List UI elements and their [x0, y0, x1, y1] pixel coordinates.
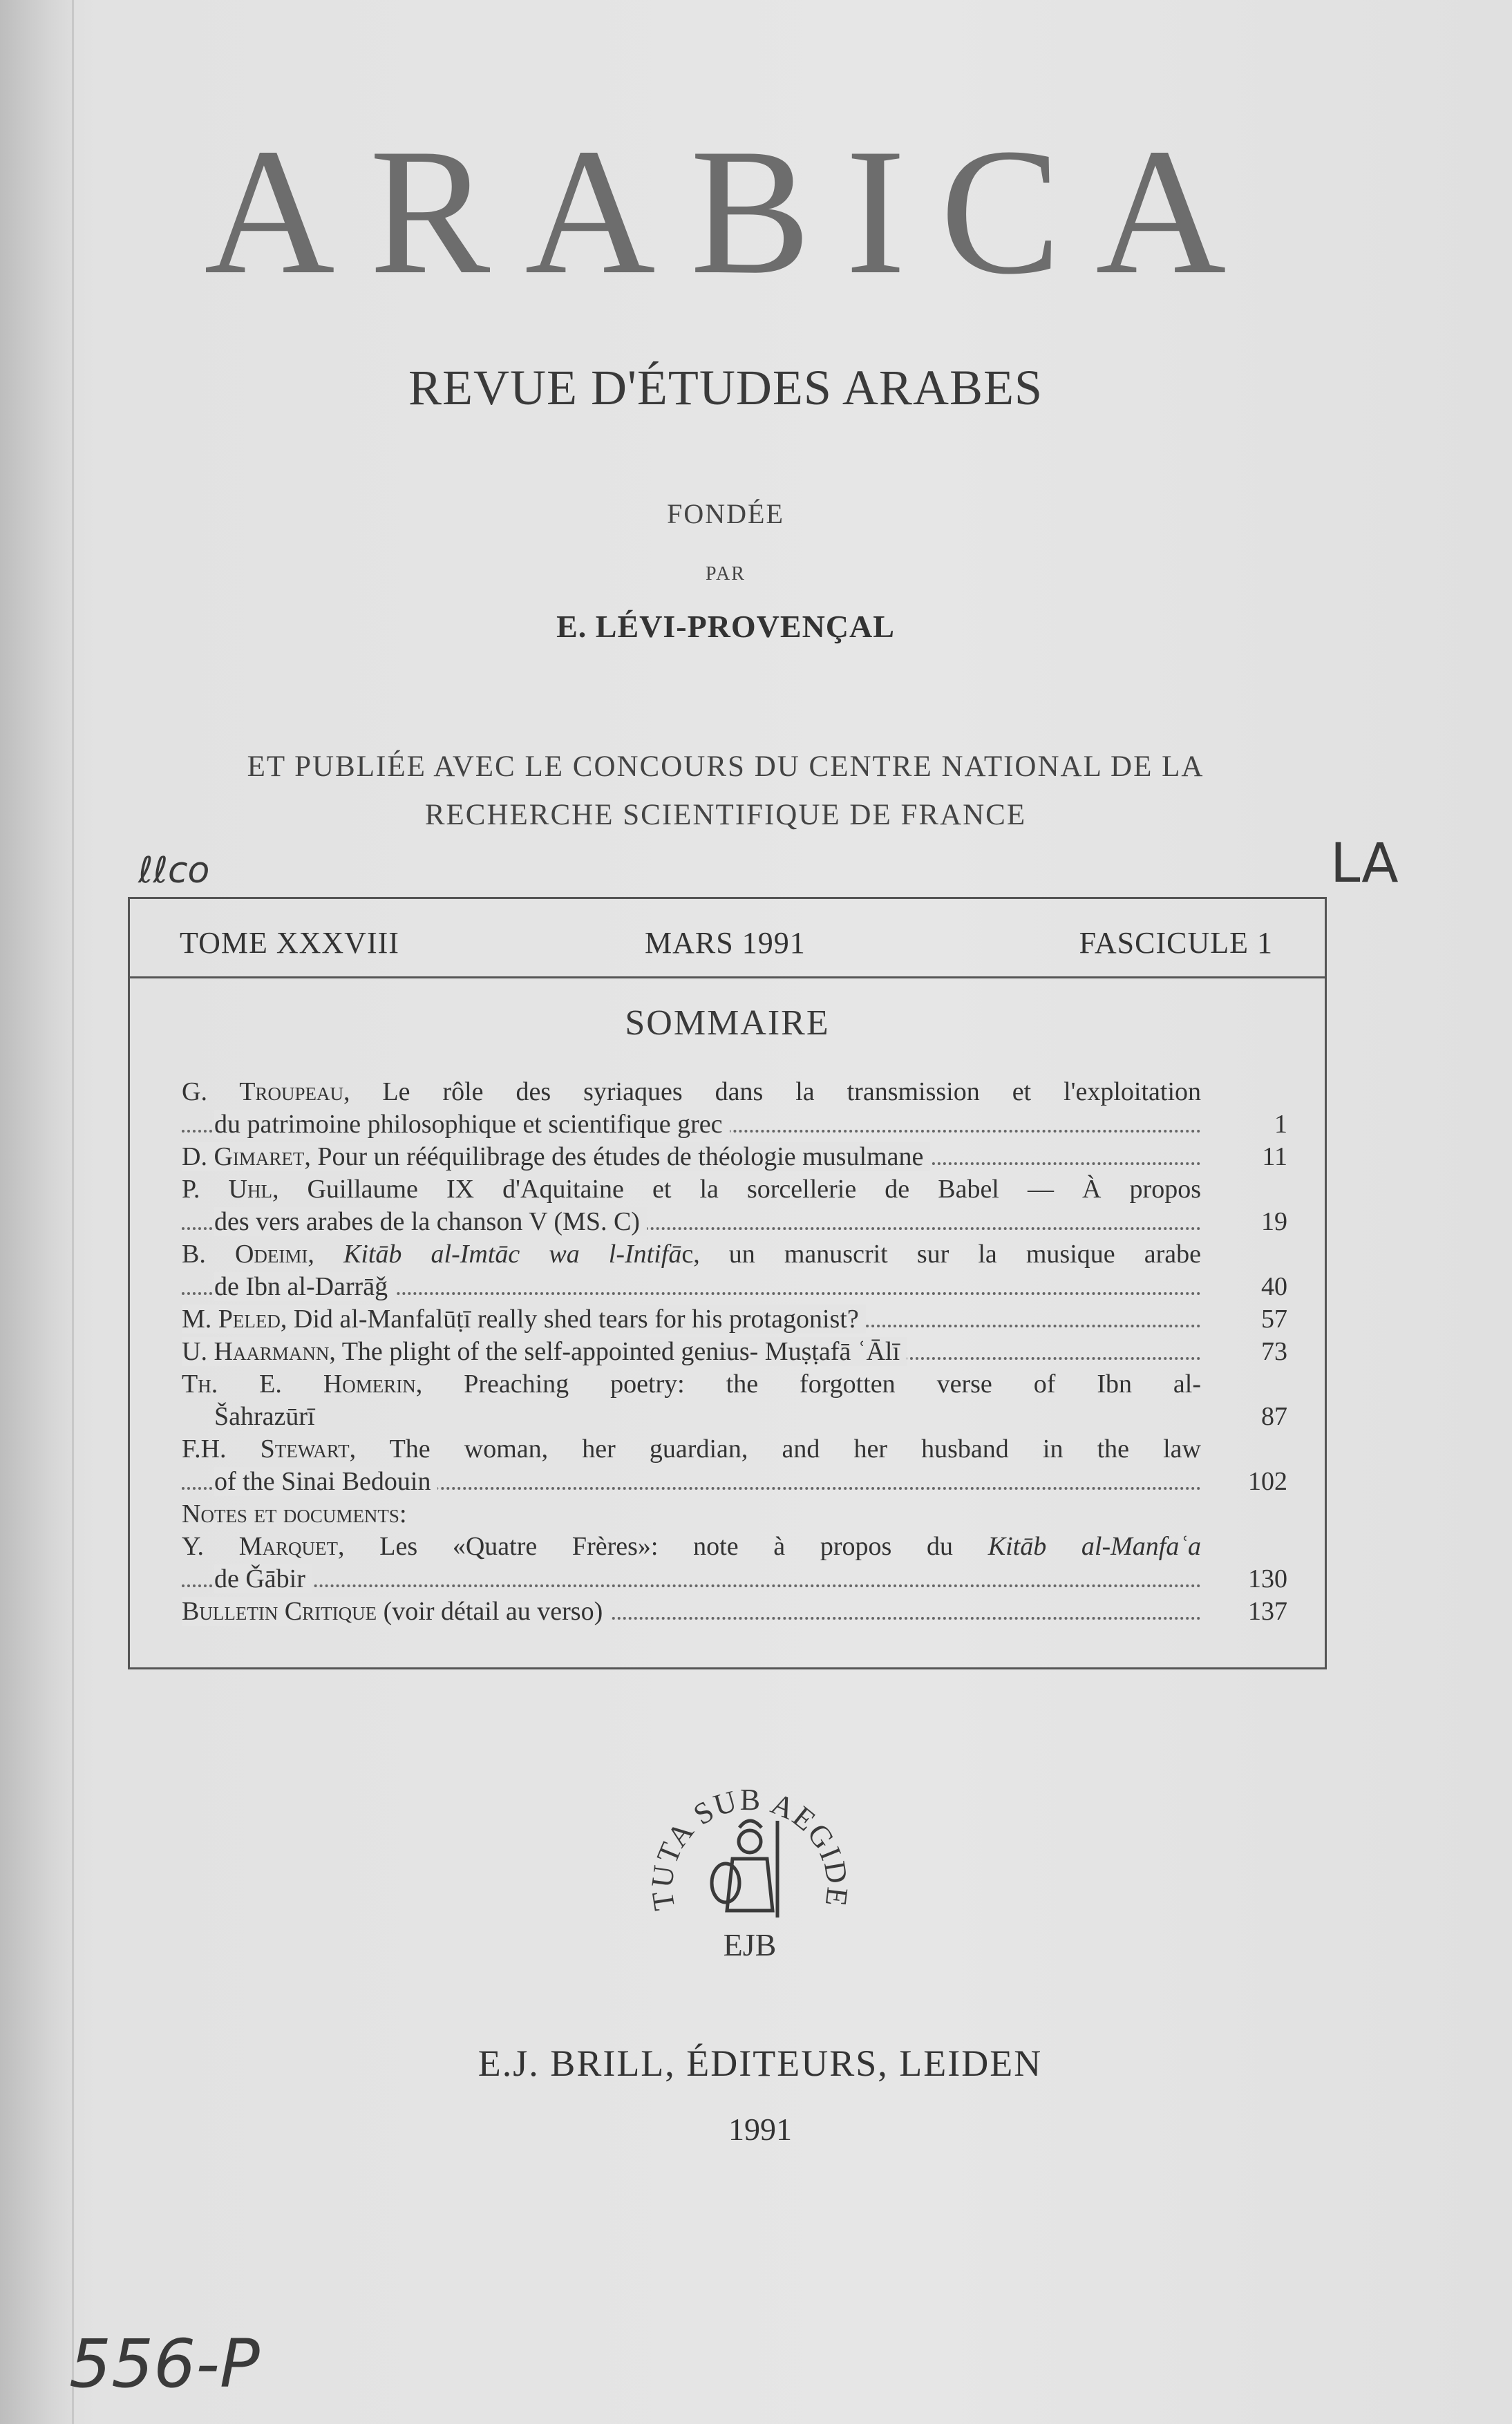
- publisher-emblem: [636, 1759, 864, 1987]
- handwritten-mark-right: LA: [1330, 833, 1399, 895]
- toc-page-number: 137: [1248, 1597, 1287, 1626]
- toc-entry-line: du patrimoine philosophique et scientifique grec: [182, 1108, 1201, 1141]
- founder-name: E. LÉVI-PROVENÇAL: [556, 609, 895, 644]
- toc-entry[interactable]: [182, 1141, 1287, 1173]
- notes-section-heading: Notes et documents:: [182, 1499, 407, 1528]
- binding-edge: [72, 0, 74, 2424]
- toc-entry-line: F.H. Stewart, The woman, her guardian, and her husband in the law: [182, 1434, 1201, 1464]
- toc-entry[interactable]: [182, 1173, 1287, 1238]
- toc-entry-line: G. Troupeau, Le rôle des syriaques dans la transmission et l'exploitation: [182, 1077, 1202, 1106]
- toc-entry[interactable]: [182, 1336, 1287, 1368]
- toc-entry-line: Y. Marquet, Les «Quatre Frères»: note à propos du Kitāb al-Manfaʿa: [182, 1532, 1201, 1561]
- publication-note-line-2: RECHERCHE SCIENTIFIQUE DE FRANCE: [424, 799, 1027, 831]
- toc-entry-line: D. Gimaret, Pour un rééquilibrage des études de théologie musulmane: [182, 1141, 1201, 1173]
- toc-entry-line: Bulletin Critique (voir détail au verso): [182, 1596, 1201, 1628]
- toc-entry-line: de Ibn al-Darrāǧ: [182, 1271, 1201, 1303]
- toc-author: Th. E. Homerin: [182, 1370, 416, 1399]
- toc-page-number: 130: [1248, 1564, 1287, 1593]
- toc-page-number: 11: [1262, 1142, 1287, 1171]
- issue-tome: TOME XXXVIII: [180, 926, 399, 960]
- toc-author: Y. Marquet: [182, 1532, 339, 1561]
- toc-page-number: 40: [1261, 1272, 1287, 1301]
- journal-title: ARABICA: [204, 111, 1261, 312]
- toc-entry[interactable]: [182, 1368, 1287, 1433]
- toc-entry-line: P. Uhl, Guillaume IX d'Aquitaine et la sorcellerie de Babel — À propos: [182, 1175, 1201, 1204]
- toc-author: B. Odeimi: [182, 1240, 308, 1269]
- toc-page-number: 73: [1261, 1337, 1287, 1366]
- journal-subtitle: REVUE D'ÉTUDES ARABES: [408, 360, 1043, 415]
- toc-entry[interactable]: [182, 1303, 1287, 1336]
- by-label: PAR: [706, 563, 746, 585]
- toc-author: G. Troupeau: [182, 1077, 343, 1106]
- issue-fascicule: FASCICULE 1: [1079, 926, 1273, 960]
- toc-page-number: 1: [1274, 1110, 1287, 1139]
- toc-entry-line: Šahrazūrī: [214, 1402, 315, 1431]
- pallas-emblem-icon: [636, 1759, 864, 1987]
- toc-entry-line: Th. E. Homerin, Preaching poetry: the forgotten verse of Ibn al-: [182, 1370, 1201, 1399]
- toc-entry-line: M. Peled, Did al-Manfalūṭī really shed tears for his protagonist?: [182, 1303, 1201, 1336]
- toc-author: Bulletin Critique: [182, 1597, 377, 1626]
- toc-entry[interactable]: [182, 1531, 1287, 1596]
- toc-entry-line: U. Haarmann, The plight of the self-appointed genius- Muṣṭafā ʿĀlī: [182, 1336, 1201, 1368]
- table-of-contents: [182, 1076, 1287, 1628]
- publisher-name: E.J. BRILL, ÉDITEURS, LEIDEN: [478, 2043, 1043, 2084]
- toc-entry[interactable]: [182, 1076, 1287, 1141]
- toc-entry-line: des vers arabes de la chanson V (MS. C): [182, 1206, 1201, 1238]
- contents-box: [128, 897, 1327, 1669]
- toc-page-number: 102: [1248, 1467, 1287, 1496]
- toc-entry-line: B. Odeimi, Kitāb al-Imtāc wa l-Intifāc, un manuscrit sur la musique arabe: [182, 1240, 1201, 1269]
- toc-entry-line: of the Sinai Bedouin: [182, 1466, 1201, 1498]
- handwritten-shelfmark: 556-P: [69, 2325, 260, 2403]
- toc-entry[interactable]: [182, 1238, 1287, 1303]
- publication-note: [104, 743, 1348, 840]
- toc-author: D. Gimaret: [182, 1142, 305, 1171]
- toc-page-number: 57: [1261, 1305, 1287, 1334]
- handwritten-mark-left: ℓℓco: [138, 850, 210, 891]
- emblem-monogram: EJB: [723, 1927, 777, 1962]
- issue-date: MARS 1991: [645, 926, 806, 960]
- binding-shadow: [0, 0, 75, 2424]
- toc-author: M. Peled: [182, 1305, 281, 1334]
- toc-page-number: 19: [1261, 1207, 1287, 1236]
- toc-author: U. Haarmann: [182, 1337, 330, 1366]
- toc-entry[interactable]: [182, 1596, 1287, 1628]
- toc-author: P. Uhl: [182, 1175, 272, 1204]
- toc-page-number: 87: [1261, 1402, 1287, 1431]
- pallas-figure-icon: [712, 1821, 777, 1918]
- publication-note-line-1: ET PUBLIÉE AVEC LE CONCOURS DU CENTRE NATIONAL DE LA: [247, 750, 1204, 783]
- publication-year: 1991: [728, 2112, 792, 2147]
- toc-entry[interactable]: [182, 1433, 1287, 1498]
- founded-label: FONDÉE: [667, 498, 784, 529]
- contents-heading: SOMMAIRE: [625, 1003, 830, 1043]
- toc-entry-line: de Ǧābir: [182, 1563, 1201, 1596]
- toc-author: F.H. Stewart: [182, 1434, 350, 1464]
- emblem-motto: TUTA SUB AEGIDE: [645, 1782, 855, 1913]
- issue-header: [130, 899, 1325, 978]
